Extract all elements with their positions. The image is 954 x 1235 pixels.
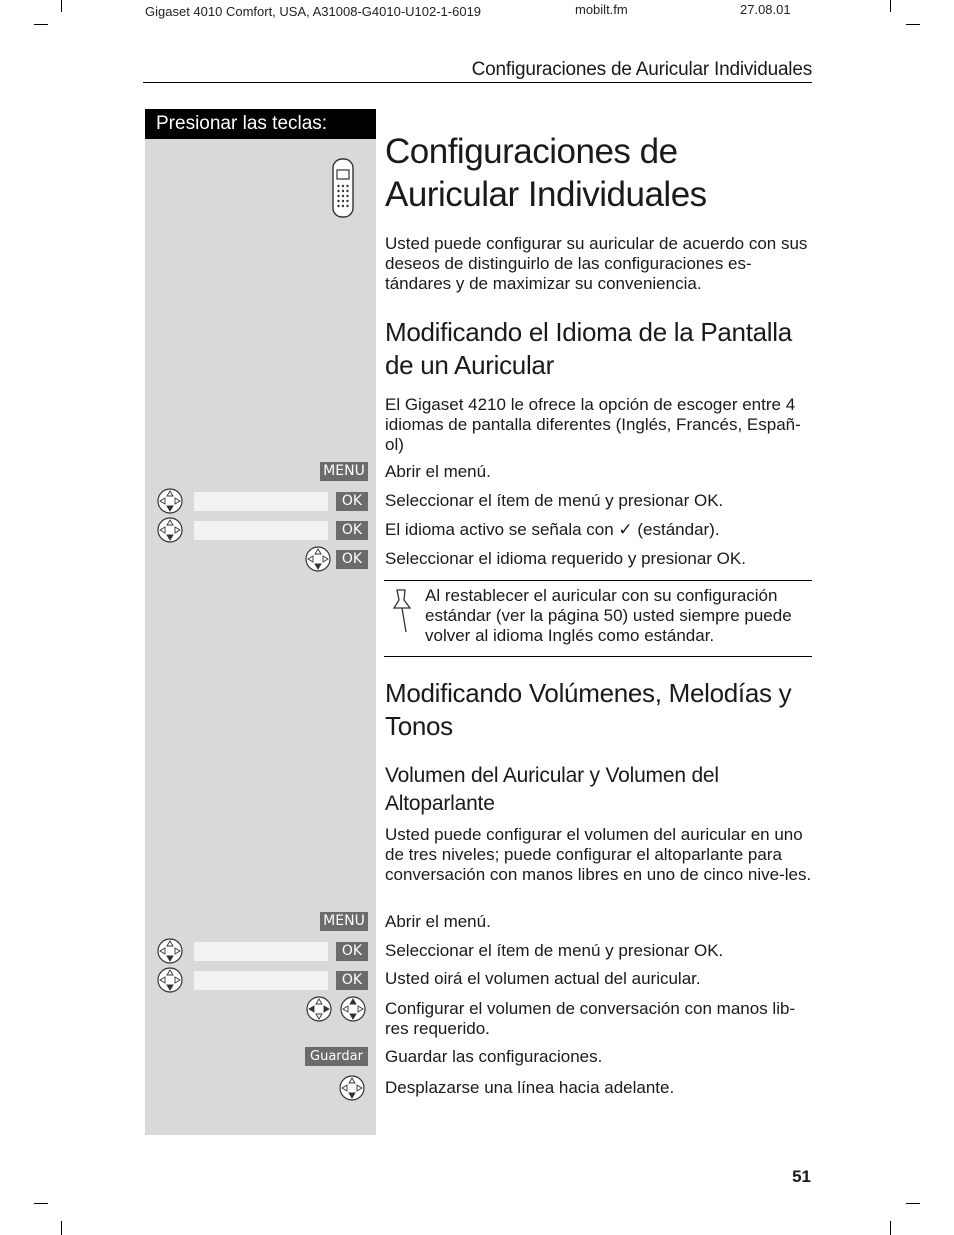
- navigation-key-icon[interactable]: [157, 967, 183, 993]
- crop-mark: [890, 1221, 891, 1235]
- handset-icon: [332, 158, 354, 218]
- menu-key[interactable]: MENU: [320, 462, 368, 481]
- display-field: [194, 492, 328, 511]
- keys-column-heading: Presionar las teclas:: [145, 109, 376, 139]
- section-heading-language: Modificando el Idioma de la Pantalla de un Auricular: [385, 317, 792, 380]
- ok-key[interactable]: OK: [336, 492, 368, 511]
- crop-mark: [34, 1203, 48, 1204]
- step-text: Usted oirá el volumen actual del auricular.: [385, 969, 701, 988]
- running-header: Configuraciones de Auricular Individuales: [471, 59, 812, 80]
- doc-id: Gigaset 4010 Comfort, USA, A31008-G4010-U102-1-6019: [145, 4, 482, 19]
- navigation-key-icon[interactable]: [157, 938, 183, 964]
- navigation-key-left-right-icon[interactable]: [306, 996, 332, 1022]
- note-text: Al restablecer el auricular con su configuración estándar (ver la página 50) usted siempre puede volver al idioma Inglés como estándar.: [425, 586, 792, 645]
- step-text: El idioma activo se señala con ✓ (estándar).: [385, 520, 720, 539]
- volume-paragraph: Usted puede configurar el volumen del auricular en uno de tres niveles; puede configurar el altoparlante para conversación con manos libres en uno de cinco nive-les.: [385, 825, 812, 884]
- step-text: Seleccionar el ítem de menú y presionar OK.: [385, 941, 724, 960]
- step-text: Seleccionar el ítem de menú y presionar OK.: [385, 491, 724, 510]
- crop-mark: [906, 24, 920, 25]
- ok-key[interactable]: OK: [336, 971, 368, 990]
- crop-mark: [34, 24, 48, 25]
- step-text: Seleccionar el idioma requerido y presionar OK.: [385, 549, 746, 568]
- navigation-key-icon[interactable]: [305, 546, 331, 572]
- pushpin-icon: [391, 588, 415, 636]
- page-title: Configuraciones de Auricular Individuales: [385, 132, 707, 214]
- step-text: Configurar el volumen de conversación con manos lib-res requerido.: [385, 999, 796, 1038]
- note-rule-bottom: [384, 656, 812, 657]
- step-text: Guardar las configuraciones.: [385, 1047, 603, 1066]
- menu-key[interactable]: MENU: [320, 912, 368, 931]
- display-field: [194, 942, 328, 961]
- step-text: Abrir el menú.: [385, 462, 491, 481]
- crop-mark: [906, 1203, 920, 1204]
- crop-mark: [61, 1221, 62, 1235]
- header-rule: [143, 82, 812, 83]
- step-text: Desplazarse una línea hacia adelante.: [385, 1078, 675, 1097]
- navigation-key-up-down-icon[interactable]: [340, 996, 366, 1022]
- intro-paragraph: Usted puede configurar su auricular de acuerdo con sus deseos de distinguirlo de las configuraciones es-tándares y de maximizar su conveniencia.: [385, 234, 808, 293]
- subsection-heading-volume: Volumen del Auricular y Volumen del Altoparlante: [385, 764, 719, 815]
- guardar-key[interactable]: Guardar: [305, 1047, 368, 1066]
- navigation-key-icon[interactable]: [339, 1075, 365, 1101]
- note-rule-top: [384, 580, 812, 581]
- ok-key[interactable]: OK: [336, 942, 368, 961]
- page-number: 51: [792, 1167, 811, 1186]
- crop-mark: [61, 0, 62, 12]
- crop-mark: [890, 0, 891, 12]
- language-paragraph: El Gigaset 4210 le ofrece la opción de escoger entre 4 idiomas de pantalla diferentes (Inglés, Francés, Españ-ol): [385, 395, 801, 454]
- navigation-key-icon[interactable]: [157, 517, 183, 543]
- display-field: [194, 521, 328, 540]
- step-text: Abrir el menú.: [385, 912, 491, 931]
- navigation-key-icon[interactable]: [157, 488, 183, 514]
- ok-key[interactable]: OK: [336, 521, 368, 540]
- file-name: mobilt.fm: [575, 2, 628, 17]
- doc-date: 27.08.01: [740, 2, 791, 17]
- section-heading-volume: Modificando Volúmenes, Melodías y Tonos: [385, 678, 792, 741]
- display-field: [194, 971, 328, 990]
- ok-key[interactable]: OK: [336, 550, 368, 569]
